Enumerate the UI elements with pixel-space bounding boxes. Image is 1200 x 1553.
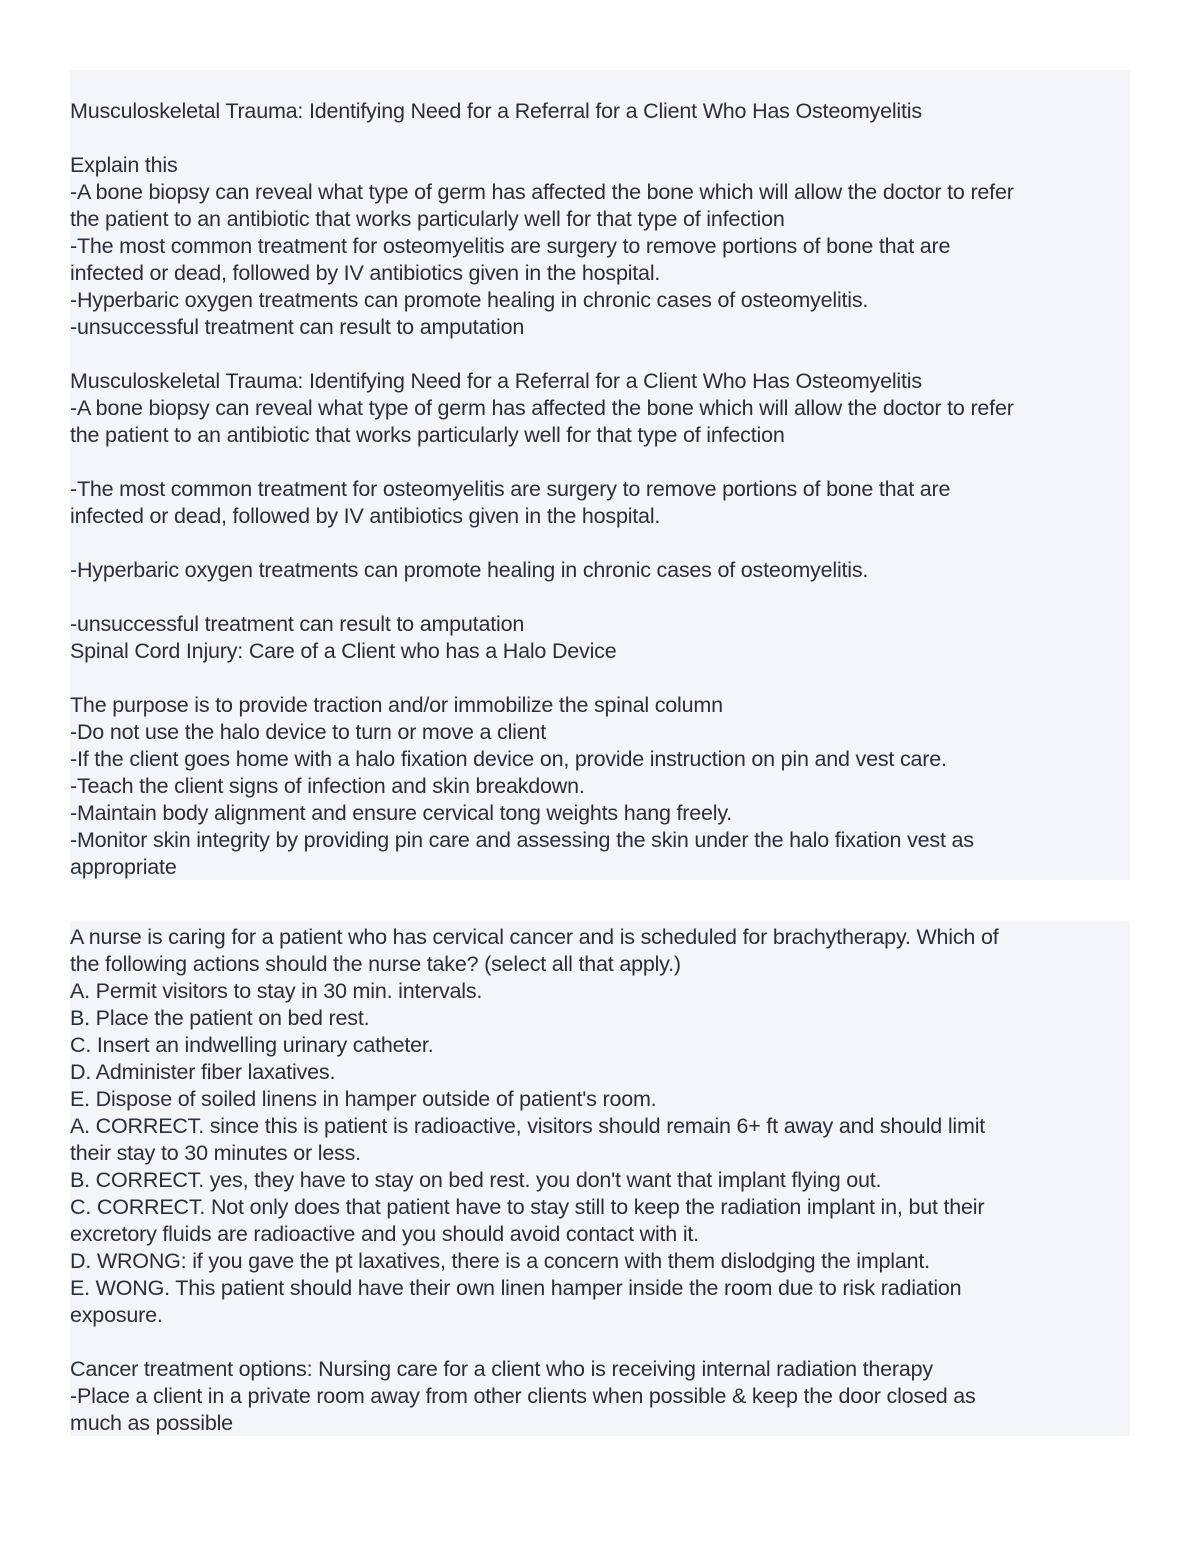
block2-line: C. Insert an indwelling urinary catheter. xyxy=(70,1033,434,1057)
block1-line: -A bone biopsy can reveal what type of germ has affected the bone which will allow the doctor to refer xyxy=(70,180,1014,204)
block2-line: A. Permit visitors to stay in 30 min. intervals. xyxy=(70,979,483,1003)
block1-line: -Do not use the halo device to turn or move a client xyxy=(70,720,547,744)
block1-line: Spinal Cord Injury: Care of a Client who has a Halo Device xyxy=(70,639,617,663)
block2-line: the following actions should the nurse take? (select all that apply.) xyxy=(70,952,681,976)
block2-line: B. Place the patient on bed rest. xyxy=(70,1006,370,1030)
block1-line xyxy=(70,125,1130,152)
block1-line: infected or dead, followed by IV antibiotics given in the hospital. xyxy=(70,261,661,285)
block1-line: -The most common treatment for osteomyelitis are surgery to remove portions of bone that are xyxy=(70,234,951,258)
block2-line: E. WONG. This patient should have their own linen hamper inside the room due to risk radiation xyxy=(70,1276,962,1300)
block2-line xyxy=(70,1329,1130,1356)
block1-line xyxy=(70,530,1130,557)
notes-block-brachytherapy xyxy=(70,921,1130,1436)
block1-line: -The most common treatment for osteomyelitis are surgery to remove portions of bone that are xyxy=(70,477,951,501)
block1-line: -If the client goes home with a halo fixation device on, provide instruction on pin and vest care. xyxy=(70,747,947,771)
block1-line: Musculoskeletal Trauma: Identifying Need for a Referral for a Client Who Has Osteomyelitis xyxy=(70,369,922,393)
block1-line: -Monitor skin integrity by providing pin care and assessing the skin under the halo fixation vest as xyxy=(70,828,974,852)
block1-line xyxy=(70,449,1130,476)
block1-line: -Hyperbaric oxygen treatments can promote healing in chronic cases of osteomyelitis. xyxy=(70,288,869,312)
block1-line: The purpose is to provide traction and/or immobilize the spinal column xyxy=(70,693,723,717)
block2-line: C. CORRECT. Not only does that patient have to stay still to keep the radiation implant in, but their xyxy=(70,1195,985,1219)
block2-line: Cancer treatment options: Nursing care for a client who is receiving internal radiation therapy xyxy=(70,1357,933,1381)
block2-line: E. Dispose of soiled linens in hamper outside of patient's room. xyxy=(70,1087,657,1111)
block1-line: -unsuccessful treatment can result to amputation xyxy=(70,612,525,636)
block1-line xyxy=(70,665,1130,692)
block2-line: much as possible xyxy=(70,1411,233,1435)
block2-line: A. CORRECT. since this is patient is radioactive, visitors should remain 6+ ft away and should limit xyxy=(70,1114,986,1138)
block1-line xyxy=(70,584,1130,611)
block1-line: infected or dead, followed by IV antibiotics given in the hospital. xyxy=(70,504,661,528)
block1-line: -Teach the client signs of infection and skin breakdown. xyxy=(70,774,585,798)
block1-line: the patient to an antibiotic that works particularly well for that type of infection xyxy=(70,207,785,231)
block2-line: D. Administer fiber laxatives. xyxy=(70,1060,336,1084)
notes-block-osteomyelitis-halo xyxy=(70,70,1130,880)
block1-line: the patient to an antibiotic that works particularly well for that type of infection xyxy=(70,423,785,447)
block2-line: A nurse is caring for a patient who has cervical cancer and is scheduled for brachytherapy. Which of xyxy=(70,925,999,949)
block2-line: -Place a client in a private room away from other clients when possible & keep the door closed as xyxy=(70,1384,976,1408)
block1-line: -Maintain body alignment and ensure cervical tong weights hang freely. xyxy=(70,801,733,825)
block1-line: -A bone biopsy can reveal what type of germ has affected the bone which will allow the doctor to refer xyxy=(70,396,1014,420)
block2-line: exposure. xyxy=(70,1303,163,1327)
block1-line: -unsuccessful treatment can result to amputation xyxy=(70,315,525,339)
block1-line: appropriate xyxy=(70,855,177,879)
block1-line xyxy=(70,341,1130,368)
block1-line: Explain this xyxy=(70,153,178,177)
block2-line: their stay to 30 minutes or less. xyxy=(70,1141,361,1165)
block1-line: Musculoskeletal Trauma: Identifying Need for a Referral for a Client Who Has Osteomyelitis xyxy=(70,99,922,123)
block2-line: excretory fluids are radioactive and you should avoid contact with it. xyxy=(70,1222,699,1246)
block1-line: -Hyperbaric oxygen treatments can promote healing in chronic cases of osteomyelitis. xyxy=(70,558,869,582)
block2-line: D. WRONG: if you gave the pt laxatives, there is a concern with them dislodging the implant. xyxy=(70,1249,930,1273)
block2-line: B. CORRECT. yes, they have to stay on bed rest. you don't want that implant flying out. xyxy=(70,1168,882,1192)
